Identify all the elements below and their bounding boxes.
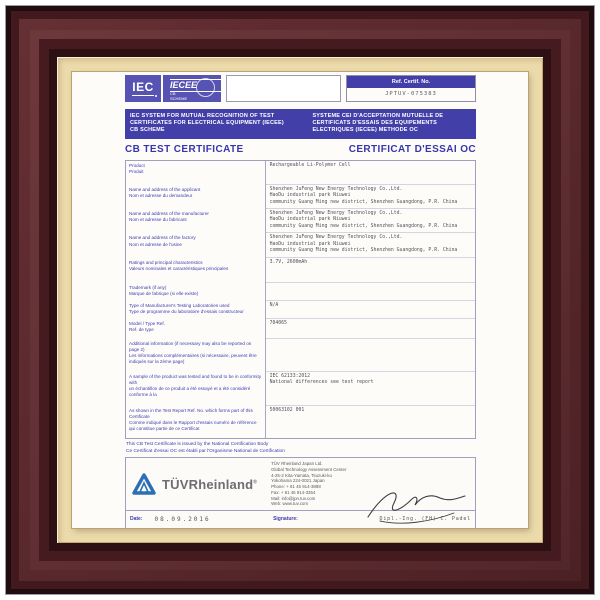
iecee-cb-scheme-logo-icon (163, 75, 221, 102)
field-label-fr: Ref. de type (129, 327, 154, 332)
field-label-fr: Marque de fabrique (si elle existe) (129, 291, 199, 296)
iecee-logo-text: IECEE (170, 79, 221, 92)
ncb-address (269, 458, 475, 510)
tuv-brand-text: TÜVRheinland® (162, 476, 258, 492)
field-label-en: Name and address of the manufacturer (129, 211, 209, 216)
iec-logo-icon (125, 75, 161, 102)
field-label-en: Model / Type Ref. (129, 320, 165, 326)
field-value-line: Rechargeable Li-Polymer Cell (269, 162, 351, 168)
field-row-factory (126, 233, 475, 257)
address-line: Yokohama 224-0021 Japan (271, 478, 325, 484)
certificate-content (125, 74, 476, 526)
address-line: Global Technology Assessment Center (271, 466, 347, 472)
issued-statement (126, 442, 475, 455)
ncb-box (125, 457, 476, 511)
field-label-en: Ratings and principal characteristics (129, 259, 203, 265)
field-value-line: community Guang Ming new district, Shenzhen Guangdong, P.R. China (269, 199, 458, 205)
field-label-en: A sample of the product was tested and found to be in conformity with (129, 373, 262, 385)
field-label-en: As shown in the Test Report Ref. No. which forms part of this Certificate (129, 407, 253, 419)
scheme-banner-fr: SYSTEME CEI D'ACCEPTATION MUTUELLE DE CERTIFICATS D'ESSAIS DES EQUIPEMENTS ELECTRIQUES (IECEE) METHODE OC (312, 112, 444, 134)
address-line: Mail: info@jpn.tuv.com (271, 495, 316, 501)
tuv-rheinland-logo-icon (132, 473, 156, 495)
field-value-line: HaoDu industrial park Niuwei (269, 241, 351, 247)
issued-statement-fr: Ce Certificat d'essai OC est établi par l'Organisme National de Certification (126, 448, 285, 454)
field-value-line: National differences see test report (269, 380, 374, 386)
footer-area (125, 457, 476, 528)
field-row-trademark (126, 283, 475, 301)
field-value-line: 3.7V, 2600mAh (269, 259, 308, 265)
field-value-line: 704065 (269, 320, 287, 326)
field-row-model (126, 319, 475, 339)
field-row-testing-labs (126, 301, 475, 319)
field-label-fr: un échantillon de ce produit a été essayé et a été considéré conforme à la (129, 386, 251, 398)
field-label-en: Type of Manufacturer's Testing Laboratories used (129, 302, 230, 308)
issued-statement-en: This CB Test Certificate is issued by the National Certification Body (126, 441, 269, 447)
field-value-line: 50063102 001 (269, 407, 305, 413)
field-label-fr: Type de programme du laboratoire d'essais constructeur (129, 309, 244, 314)
field-row-applicant (126, 185, 475, 209)
field-row-conformity (126, 372, 475, 406)
field-value-line: Shenzhen JuFeng New Energy Technology Co.,Ltd. (269, 211, 403, 216)
field-value-line: HaoDu industrial park Niuwei (269, 193, 351, 199)
field-label-en: Name and address of the applicant (129, 186, 201, 192)
field-label-fr: Les informations complémentaires (si nécessaire, peuvent être indiqués sur la 2ème page) (129, 353, 257, 365)
date-signature-row (125, 511, 476, 528)
field-label-en: Name and address of the factory (129, 235, 196, 241)
field-row-additional-info (126, 339, 475, 372)
field-value-line: Shenzhen JuFeng New Energy Technology Co.,Ltd. (269, 186, 403, 192)
certificate-title-row (125, 144, 476, 155)
address-line: Web: www.tuv.com (271, 501, 309, 507)
field-row-product (126, 161, 475, 185)
signatory-name: Dipl.-Ing. (FH) C. Padel (379, 516, 471, 523)
field-label-en: Additional information (if necessary may also be reported on page 2) (129, 340, 252, 352)
scheme-banner (125, 109, 476, 139)
field-row-ratings (126, 258, 475, 283)
date-value: 08.09.2016 (154, 515, 211, 523)
field-row-test-report (126, 406, 475, 438)
iecee-scheme-text: SCHEME (170, 95, 188, 101)
field-label-fr: Nom et adresse du fabricant (129, 217, 187, 223)
ref-certif-label: Ref. Certif. No. (347, 76, 475, 88)
ref-certif-box (346, 75, 476, 102)
iecee-cb-text: CB (170, 91, 176, 96)
field-label-en: Product (129, 162, 145, 168)
field-value-line: HaoDu industrial park Niuwei (269, 217, 351, 223)
field-label-fr: Valeurs nominales et caractéristiques principales (129, 266, 229, 271)
signature-label: Signature: (273, 516, 298, 523)
fields-table (125, 160, 476, 439)
address-line: 4-25-2 Kita-Yamata, Tsuzuki-ku (271, 472, 332, 478)
registered-mark: ® (253, 479, 258, 486)
iec-logo-text: IEC (132, 79, 154, 94)
address-line: Phone: + 81 45 914-3888 (271, 484, 321, 490)
empty-header-box (226, 75, 341, 102)
field-value-line: IEC 62133:2012 (269, 373, 311, 379)
field-value-line: N/A (269, 302, 279, 308)
field-label-fr: Nom et adresse de l'usine (129, 241, 182, 247)
address-line: TÜV Rheinland Japan Ltd. (271, 461, 323, 467)
field-value-line: Shenzhen JuFeng New Energy Technology Co.,Ltd. (269, 235, 403, 241)
address-line: Fax: + 81 45 914-3354 (271, 489, 316, 495)
field-label-fr: Produit (129, 168, 144, 174)
field-label-fr: Nom et adresse du demandeur (129, 192, 193, 198)
title-fr: CERTIFICAT D'ESSAI OC (348, 143, 476, 155)
field-row-manufacturer (126, 209, 475, 233)
field-value-line: community Guang Ming new district, Shenzhen Guangdong, P.R. China (269, 223, 458, 229)
certificate-paper (72, 72, 528, 528)
title-en: CB TEST CERTIFICATE (125, 143, 244, 155)
ref-certif-number: JPTUV-075383 (385, 91, 437, 98)
date-label: Date: (130, 516, 143, 523)
field-label-fr: Comme indiqué dans le Rapport d'essais numéro de référence qui constitue partie de ce Certificat (129, 420, 257, 432)
field-label-en: Trademark (if any) (129, 284, 167, 290)
certificate-header (125, 75, 476, 102)
field-value-line: community Guang Ming new district, Shenzhen Guangdong, P.R. China (269, 248, 458, 254)
scheme-banner-en: IEC SYSTEM FOR MUTUAL RECOGNITION OF TEST CERTIFICATES FOR ELECTRICAL EQUIPMENT (IECEE) CB SCHEME (130, 112, 284, 134)
